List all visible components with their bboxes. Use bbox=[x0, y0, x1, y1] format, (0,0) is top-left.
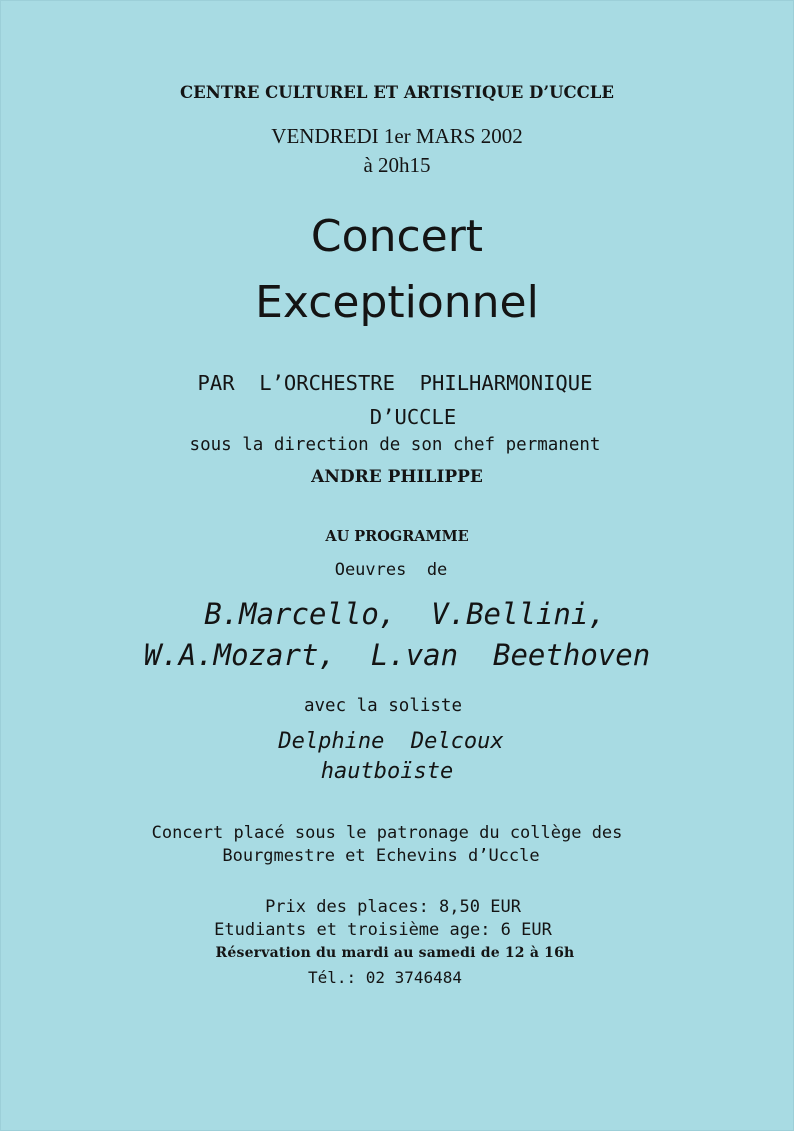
orchestra-line-2: D’UCCLE bbox=[369, 405, 457, 429]
title-line-2: Exceptionnel bbox=[255, 277, 539, 328]
soloist-name: Delphine Delcoux bbox=[278, 729, 504, 754]
soloist-instrument: hautboïste bbox=[320, 759, 454, 784]
direction-text: sous la direction de son chef permanent bbox=[189, 435, 601, 455]
ticket-price: Prix des places: 8,50 EUR bbox=[265, 897, 521, 917]
patronage-line-1: Concert placé sous le patronage du collège des bbox=[151, 823, 623, 843]
programme-intro: Oeuvres de bbox=[334, 560, 448, 580]
patronage-line-2: Bourgmestre et Echevins d’Uccle bbox=[222, 846, 540, 866]
programme-heading: AU PROGRAMME bbox=[325, 528, 469, 545]
phone-number: Tél.: 02 3746484 bbox=[307, 968, 463, 987]
concert-date: VENDREDI 1er MARS 2002 bbox=[271, 124, 523, 148]
concert-time: à 20h15 bbox=[363, 153, 431, 177]
reservation-hours: Réservation du mardi au samedi de 12 à 16h bbox=[215, 945, 575, 961]
orchestra-line-1: PAR L’ORCHESTRE PHILHARMONIQUE bbox=[197, 371, 593, 395]
composers-line-1: B.Marcello, V.Bellini, bbox=[204, 597, 606, 631]
composers-line-2: W.A.Mozart, L.van Beethoven bbox=[143, 638, 651, 672]
conductor-name: ANDRE PHILIPPE bbox=[311, 467, 483, 487]
venue-name: CENTRE CULTUREL ET ARTISTIQUE D’UCCLE bbox=[180, 83, 614, 102]
title-line-1: Concert bbox=[310, 211, 484, 262]
student-price: Etudiants et troisième age: 6 EUR bbox=[214, 920, 552, 940]
soloist-intro: avec la soliste bbox=[303, 696, 463, 716]
